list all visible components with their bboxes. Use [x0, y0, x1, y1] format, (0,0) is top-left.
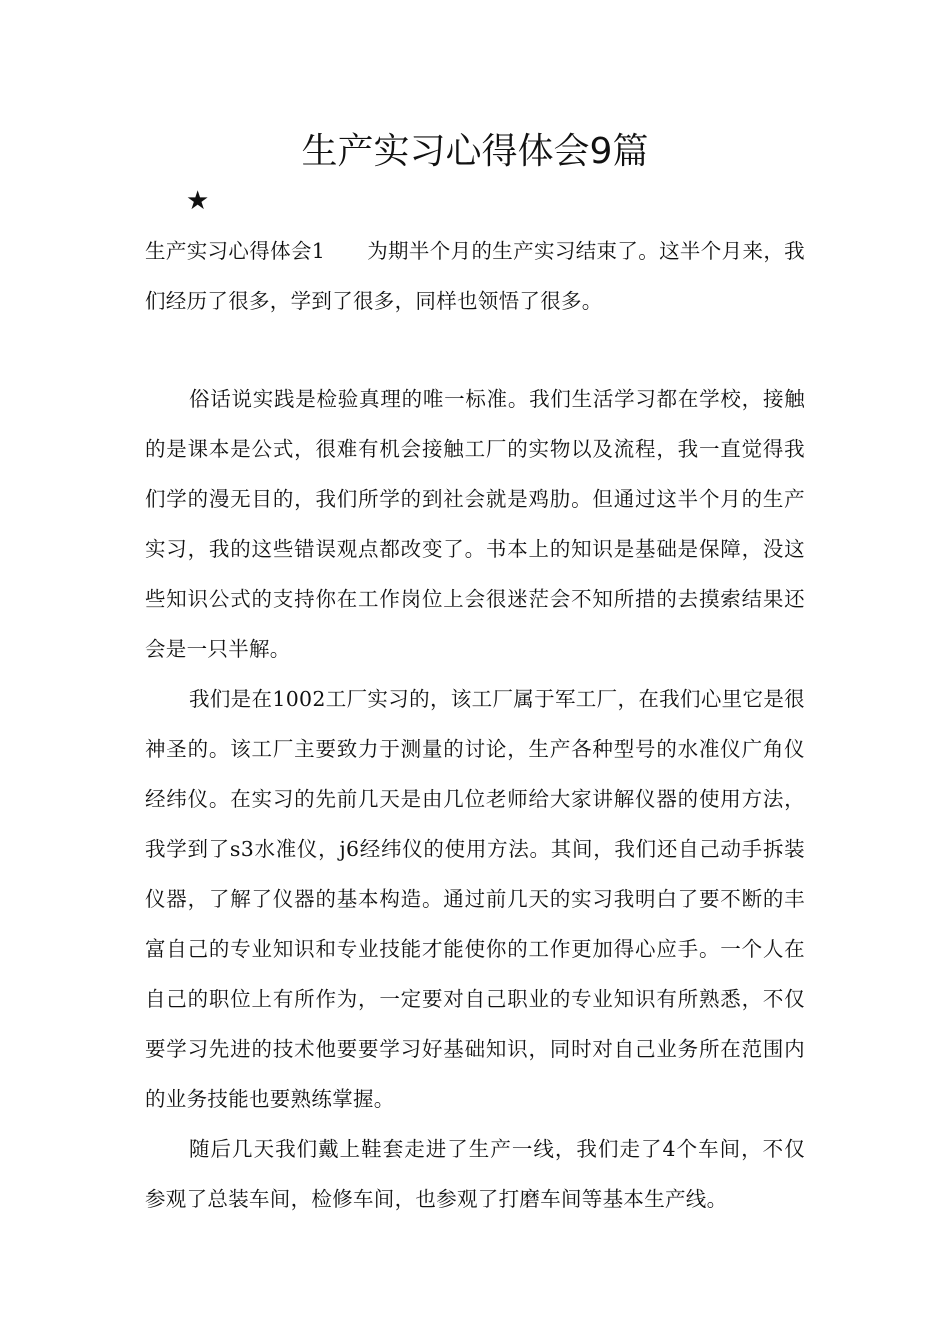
paragraph-2-text: 俗话说实践是检验真理的唯一标准。我们生活学习都在学校，接触的是课本是公式，很难有机会接触工厂的实物以及流程，我一直觉得我们学的漫无目的，我们所学的到社会就是鸡肋。但通过这半个月的生产实习，我的这些错误观点都改变了。书本上的知识是基础是保障，没这些知识公式的支持你在工作岗位上会很迷茫会不知所措的去摸索结果还会是一只半解。: [145, 387, 805, 661]
paragraph-3: [145, 674, 805, 1124]
section-heading: 生产实习心得体会1: [145, 239, 326, 263]
paragraph-2: [145, 374, 805, 674]
paragraph-3-text: 我们是在1002工厂实习的，该工厂属于军工厂，在我们心里它是很神圣的。该工厂主要致力于测量的讨论，生产各种型号的水准仪广角仪经纬仪。在实习的先前几天是由几位老师给大家讲解仪器的使用方法，我学到了s3水准仪，j6经纬仪的使用方法。其间，我们还自己动手拆装仪器，了解了仪器的基本构造。通过前几天的实习我明白了要不断的丰富自己的专业知识和专业技能才能使你的工作更加得心应手。一个人在自己的职位上有所作为，一定要对自己职业的专业知识有所熟悉，不仅要学习先进的技术他要要学习好基础知识，同时对自己业务所在范围内的业务技能也要熟练掌握。: [145, 687, 805, 1111]
paragraph-1: [145, 226, 805, 326]
star-icon: ★: [186, 186, 210, 216]
paragraph-4-text: 随后几天我们戴上鞋套走进了生产一线，我们走了4个车间，不仅参观了总装车间，检修车间，也参观了打磨车间等基本生产线。: [145, 1137, 805, 1211]
paragraph-4: [145, 1124, 805, 1224]
paragraph-1-text: 为期半个月的生产实习结束了。这半个月来，我们经历了很多，学到了很多，同样也领悟了很多。: [145, 239, 805, 313]
document-title: 生产实习心得体会9篇: [301, 131, 649, 172]
